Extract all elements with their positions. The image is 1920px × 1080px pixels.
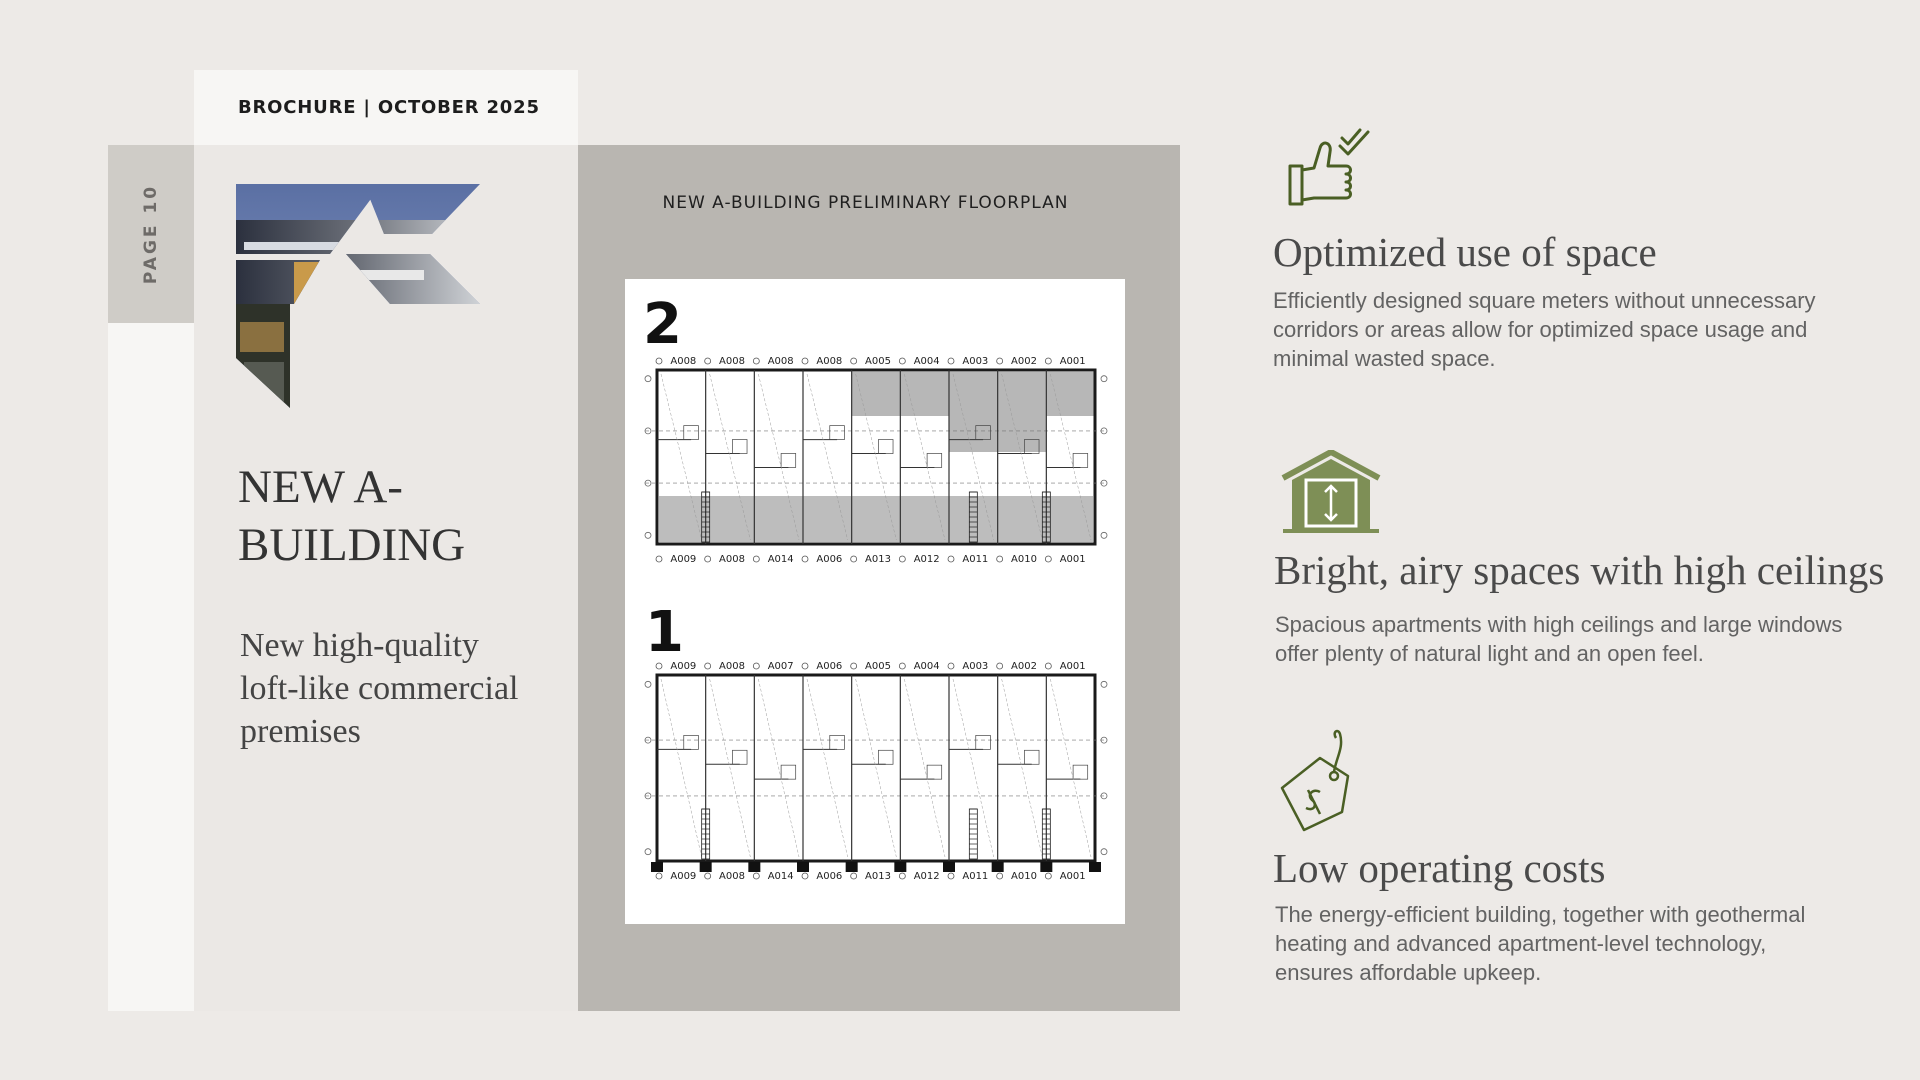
unit-label: A008 <box>767 356 794 367</box>
unit-label: A008 <box>670 356 697 367</box>
unit-label: A001 <box>1059 554 1086 564</box>
grid-marker <box>899 663 905 669</box>
floorplan-floor-1 <box>643 659 1109 881</box>
unit-label: A005 <box>865 661 891 672</box>
grid-marker <box>705 663 711 669</box>
unit-label: A006 <box>816 871 843 881</box>
brochure-header <box>194 70 578 145</box>
grid-marker <box>802 873 808 879</box>
unit-label: A008 <box>719 871 745 881</box>
unit-label: A004 <box>913 356 940 367</box>
grid-marker <box>997 358 1003 364</box>
grid-marker <box>656 556 662 562</box>
feature-body-costs: The energy-efficient building, together with geothermal heating and advanced apartment-level technology, ensures affordable upkeep. <box>1275 902 1806 985</box>
plan-drawing <box>645 675 1107 872</box>
grid-marker <box>802 358 808 364</box>
floorplan-floor-2 <box>643 354 1109 564</box>
grid-marker <box>1045 358 1051 364</box>
grid-marker <box>656 358 662 364</box>
grid-marker <box>948 358 954 364</box>
grid-marker <box>899 556 905 562</box>
unit-label: A008 <box>719 661 745 672</box>
unit-label: A002 <box>1011 661 1037 672</box>
feature-title-space: Optimized use of space <box>1273 229 1657 275</box>
grid-marker <box>1045 663 1051 669</box>
grid-marker <box>851 358 857 364</box>
grid-marker <box>948 873 954 879</box>
unit-label: A009 <box>670 661 697 672</box>
feature-body-space: Efficiently designed square meters without unnecessary corridors or areas allow for optimized space usage and minimal wasted space. <box>1273 288 1816 371</box>
unit-label: A006 <box>816 661 843 672</box>
floor-number-2: 2 <box>643 292 682 357</box>
unit-label: A008 <box>719 356 745 367</box>
grid-marker <box>753 358 759 364</box>
brochure-header-text: BROCHURE | OCTOBER 2025 <box>238 97 540 118</box>
grid-marker <box>656 663 662 669</box>
grid-marker <box>802 663 808 669</box>
unit-label: A013 <box>865 554 891 564</box>
grid-marker <box>851 873 857 879</box>
unit-label: A009 <box>670 871 697 881</box>
feature-body-ceilings: Spacious apartments with high ceilings and large windows offer plenty of natural light and an open feel. <box>1275 612 1843 666</box>
grid-marker <box>899 873 905 879</box>
grid-marker <box>705 873 711 879</box>
grid-marker <box>753 873 759 879</box>
thumbs-up-check-icon <box>1284 126 1372 214</box>
unit-label: A012 <box>913 871 940 881</box>
unit-label: A014 <box>767 554 794 564</box>
house-height-icon <box>1280 450 1382 536</box>
grid-marker <box>851 556 857 562</box>
unit-label: A011 <box>962 554 989 564</box>
floorplan-title: NEW A-BUILDING PRELIMINARY FLOORPLAN <box>662 193 1069 213</box>
feature-title-ceilings: Bright, airy spaces with high ceilings <box>1274 547 1885 593</box>
grid-marker <box>1045 556 1051 562</box>
unit-label: A010 <box>1011 871 1037 881</box>
page-number-label: PAGE 10 <box>141 183 162 285</box>
unit-label: A003 <box>962 661 989 672</box>
unit-label: A003 <box>962 356 989 367</box>
unit-label: A001 <box>1059 356 1086 367</box>
unit-label: A006 <box>816 554 843 564</box>
unit-label: A012 <box>913 554 940 564</box>
grid-marker <box>753 663 759 669</box>
price-tag-icon <box>1276 728 1360 838</box>
grid-marker <box>997 556 1003 562</box>
unit-label: A014 <box>767 871 794 881</box>
unit-label: A009 <box>670 554 697 564</box>
floor-number-1: 1 <box>645 600 684 665</box>
unit-label: A001 <box>1059 661 1086 672</box>
grid-marker <box>948 556 954 562</box>
grid-marker <box>1045 873 1051 879</box>
grid-marker <box>802 556 808 562</box>
grid-marker <box>705 358 711 364</box>
building-subtitle: New high-quality loft-like commercial premises <box>240 627 519 750</box>
unit-label: A013 <box>865 871 891 881</box>
unit-label: A001 <box>1059 871 1086 881</box>
grid-marker <box>899 358 905 364</box>
unit-label: A007 <box>767 661 794 672</box>
floorplan-sheet <box>625 279 1125 924</box>
unit-label: A011 <box>962 871 989 881</box>
grid-marker <box>997 873 1003 879</box>
building-photo-logo <box>234 182 480 408</box>
grid-marker <box>997 663 1003 669</box>
grid-marker <box>948 663 954 669</box>
grid-marker <box>705 556 711 562</box>
unit-label: A005 <box>865 356 891 367</box>
unit-label: A008 <box>816 356 843 367</box>
grid-marker <box>656 873 662 879</box>
unit-label: A008 <box>719 554 745 564</box>
unit-label: A002 <box>1011 356 1037 367</box>
grid-marker <box>851 663 857 669</box>
unit-label: A004 <box>913 661 940 672</box>
plan-drawing <box>645 370 1107 544</box>
unit-label: A010 <box>1011 554 1037 564</box>
building-title: NEW A-BUILDING <box>238 461 466 571</box>
grid-marker <box>753 556 759 562</box>
feature-title-costs: Low operating costs <box>1273 845 1606 891</box>
